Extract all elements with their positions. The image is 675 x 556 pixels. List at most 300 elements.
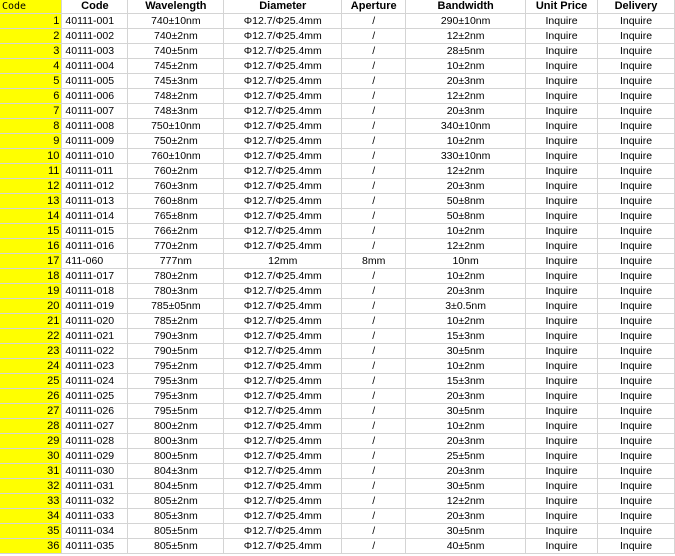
- cell-unit-price[interactable]: Inquire: [526, 209, 598, 224]
- row-index[interactable]: 24: [0, 359, 62, 374]
- cell-bandwidth[interactable]: 330±10nm: [406, 149, 526, 164]
- cell-unit-price[interactable]: Inquire: [526, 404, 598, 419]
- row-index[interactable]: 31: [0, 464, 62, 479]
- cell-unit-price[interactable]: Inquire: [526, 239, 598, 254]
- cell-aperture[interactable]: /: [342, 479, 406, 494]
- cell-bandwidth[interactable]: 30±5nm: [406, 404, 526, 419]
- row-index[interactable]: 14: [0, 209, 62, 224]
- cell-wavelength[interactable]: 760±8nm: [128, 194, 224, 209]
- cell-wavelength[interactable]: 795±3nm: [128, 374, 224, 389]
- cell-wavelength[interactable]: 750±10nm: [128, 119, 224, 134]
- cell-code[interactable]: 40111-006: [62, 89, 128, 104]
- header-code[interactable]: Code: [62, 0, 128, 14]
- cell-wavelength[interactable]: 780±2nm: [128, 269, 224, 284]
- cell-diameter[interactable]: Φ12.7/Φ25.4mm: [224, 104, 342, 119]
- cell-unit-price[interactable]: Inquire: [526, 44, 598, 59]
- cell-delivery[interactable]: Inquire: [598, 509, 675, 524]
- cell-delivery[interactable]: Inquire: [598, 254, 675, 269]
- row-index[interactable]: 27: [0, 404, 62, 419]
- cell-wavelength[interactable]: 770±2nm: [128, 239, 224, 254]
- table-row: [0, 59, 675, 74]
- row-index[interactable]: 33: [0, 494, 62, 509]
- cell-bandwidth[interactable]: 10±2nm: [406, 59, 526, 74]
- row-index[interactable]: 22: [0, 329, 62, 344]
- cell-code[interactable]: 40111-011: [62, 164, 128, 179]
- cell-aperture[interactable]: /: [342, 524, 406, 539]
- cell-bandwidth[interactable]: 20±3nm: [406, 464, 526, 479]
- cell-aperture[interactable]: /: [342, 539, 406, 554]
- cell-wavelength[interactable]: 804±5nm: [128, 479, 224, 494]
- cell-unit-price[interactable]: Inquire: [526, 59, 598, 74]
- row-index[interactable]: 10: [0, 149, 62, 164]
- cell-delivery[interactable]: Inquire: [598, 359, 675, 374]
- cell-aperture[interactable]: /: [342, 269, 406, 284]
- cell-code[interactable]: 40111-002: [62, 29, 128, 44]
- cell-bandwidth[interactable]: 10±2nm: [406, 359, 526, 374]
- cell-unit-price[interactable]: Inquire: [526, 539, 598, 554]
- cell-code[interactable]: 40111-021: [62, 329, 128, 344]
- cell-delivery[interactable]: Inquire: [598, 44, 675, 59]
- cell-code[interactable]: 40111-009: [62, 134, 128, 149]
- row-index[interactable]: 28: [0, 419, 62, 434]
- cell-delivery[interactable]: Inquire: [598, 179, 675, 194]
- row-index[interactable]: 32: [0, 479, 62, 494]
- row-index[interactable]: 19: [0, 284, 62, 299]
- cell-diameter[interactable]: Φ12.7/Φ25.4mm: [224, 194, 342, 209]
- cell-wavelength[interactable]: 748±3nm: [128, 104, 224, 119]
- cell-unit-price[interactable]: Inquire: [526, 29, 598, 44]
- cell-aperture[interactable]: /: [342, 284, 406, 299]
- cell-code[interactable]: 40111-025: [62, 389, 128, 404]
- cell-code[interactable]: 40111-023: [62, 359, 128, 374]
- cell-unit-price[interactable]: Inquire: [526, 434, 598, 449]
- header-delivery[interactable]: Delivery: [598, 0, 675, 14]
- cell-bandwidth[interactable]: 12±2nm: [406, 89, 526, 104]
- cell-bandwidth[interactable]: 15±3nm: [406, 374, 526, 389]
- cell-diameter[interactable]: Φ12.7/Φ25.4mm: [224, 209, 342, 224]
- row-index[interactable]: 9: [0, 134, 62, 149]
- row-index[interactable]: 18: [0, 269, 62, 284]
- cell-aperture[interactable]: /: [342, 494, 406, 509]
- cell-aperture[interactable]: /: [342, 89, 406, 104]
- cell-diameter[interactable]: Φ12.7/Φ25.4mm: [224, 314, 342, 329]
- cell-delivery[interactable]: Inquire: [598, 329, 675, 344]
- row-index[interactable]: 5: [0, 74, 62, 89]
- row-index[interactable]: 12: [0, 179, 62, 194]
- cell-bandwidth[interactable]: 12±2nm: [406, 239, 526, 254]
- cell-wavelength[interactable]: 785±05nm: [128, 299, 224, 314]
- cell-delivery[interactable]: Inquire: [598, 524, 675, 539]
- row-index[interactable]: 8: [0, 119, 62, 134]
- cell-aperture[interactable]: /: [342, 104, 406, 119]
- table-row: [0, 74, 675, 89]
- cell-bandwidth[interactable]: 340±10nm: [406, 119, 526, 134]
- cell-bandwidth[interactable]: 20±3nm: [406, 509, 526, 524]
- cell-delivery[interactable]: Inquire: [598, 59, 675, 74]
- cell-aperture[interactable]: /: [342, 14, 406, 29]
- cell-unit-price[interactable]: Inquire: [526, 89, 598, 104]
- row-index[interactable]: 23: [0, 344, 62, 359]
- cell-aperture[interactable]: /: [342, 224, 406, 239]
- cell-wavelength[interactable]: 805±5nm: [128, 524, 224, 539]
- cell-aperture[interactable]: /: [342, 59, 406, 74]
- cell-bandwidth[interactable]: 10±2nm: [406, 269, 526, 284]
- header-bandwidth[interactable]: Bandwidth: [406, 0, 526, 14]
- cell-diameter[interactable]: 12mm: [224, 254, 342, 269]
- cell-unit-price[interactable]: Inquire: [526, 449, 598, 464]
- cell-delivery[interactable]: Inquire: [598, 389, 675, 404]
- cell-delivery[interactable]: Inquire: [598, 449, 675, 464]
- cell-diameter[interactable]: Φ12.7/Φ25.4mm: [224, 239, 342, 254]
- row-index[interactable]: 2: [0, 29, 62, 44]
- row-index[interactable]: 25: [0, 374, 62, 389]
- cell-code[interactable]: 40111-022: [62, 344, 128, 359]
- cell-bandwidth[interactable]: 20±3nm: [406, 179, 526, 194]
- cell-unit-price[interactable]: Inquire: [526, 224, 598, 239]
- cell-delivery[interactable]: Inquire: [598, 479, 675, 494]
- cell-wavelength[interactable]: 790±3nm: [128, 329, 224, 344]
- cell-diameter[interactable]: Φ12.7/Φ25.4mm: [224, 359, 342, 374]
- cell-wavelength[interactable]: 800±2nm: [128, 419, 224, 434]
- header-wavelength[interactable]: Wavelength: [128, 0, 224, 14]
- cell-wavelength[interactable]: 745±2nm: [128, 59, 224, 74]
- cell-bandwidth[interactable]: 3±0.5nm: [406, 299, 526, 314]
- cell-diameter[interactable]: Φ12.7/Φ25.4mm: [224, 59, 342, 74]
- cell-unit-price[interactable]: Inquire: [526, 74, 598, 89]
- cell-diameter[interactable]: Φ12.7/Φ25.4mm: [224, 494, 342, 509]
- cell-wavelength[interactable]: 740±5nm: [128, 44, 224, 59]
- cell-bandwidth[interactable]: 10±2nm: [406, 134, 526, 149]
- cell-diameter[interactable]: Φ12.7/Φ25.4mm: [224, 89, 342, 104]
- cell-unit-price[interactable]: Inquire: [526, 464, 598, 479]
- cell-aperture[interactable]: /: [342, 179, 406, 194]
- cell-delivery[interactable]: Inquire: [598, 494, 675, 509]
- cell-delivery[interactable]: Inquire: [598, 224, 675, 239]
- cell-aperture[interactable]: /: [342, 509, 406, 524]
- cell-aperture[interactable]: /: [342, 359, 406, 374]
- row-index[interactable]: 16: [0, 239, 62, 254]
- cell-aperture[interactable]: /: [342, 29, 406, 44]
- cell-wavelength[interactable]: 740±2nm: [128, 29, 224, 44]
- row-index[interactable]: 26: [0, 389, 62, 404]
- cell-aperture[interactable]: /: [342, 404, 406, 419]
- cell-unit-price[interactable]: Inquire: [526, 494, 598, 509]
- cell-delivery[interactable]: Inquire: [598, 239, 675, 254]
- cell-unit-price[interactable]: Inquire: [526, 119, 598, 134]
- cell-wavelength[interactable]: 760±10nm: [128, 149, 224, 164]
- row-index[interactable]: 15: [0, 224, 62, 239]
- cell-unit-price[interactable]: Inquire: [526, 524, 598, 539]
- cell-wavelength[interactable]: 800±5nm: [128, 449, 224, 464]
- cell-code[interactable]: 40111-027: [62, 419, 128, 434]
- cell-diameter[interactable]: Φ12.7/Φ25.4mm: [224, 389, 342, 404]
- cell-wavelength[interactable]: 766±2nm: [128, 224, 224, 239]
- cell-wavelength[interactable]: 760±3nm: [128, 179, 224, 194]
- cell-delivery[interactable]: Inquire: [598, 539, 675, 554]
- cell-delivery[interactable]: Inquire: [598, 164, 675, 179]
- row-index[interactable]: 21: [0, 314, 62, 329]
- cell-code[interactable]: 40111-010: [62, 149, 128, 164]
- cell-bandwidth[interactable]: 10±2nm: [406, 419, 526, 434]
- cell-wavelength[interactable]: 777nm: [128, 254, 224, 269]
- cell-code[interactable]: 40111-024: [62, 374, 128, 389]
- row-index[interactable]: 7: [0, 104, 62, 119]
- cell-delivery[interactable]: Inquire: [598, 89, 675, 104]
- cell-delivery[interactable]: Inquire: [598, 209, 675, 224]
- cell-delivery[interactable]: Inquire: [598, 344, 675, 359]
- cell-unit-price[interactable]: Inquire: [526, 299, 598, 314]
- cell-bandwidth[interactable]: 290±10nm: [406, 14, 526, 29]
- cell-unit-price[interactable]: Inquire: [526, 269, 598, 284]
- cell-code[interactable]: 40111-018: [62, 284, 128, 299]
- cell-delivery[interactable]: Inquire: [598, 434, 675, 449]
- cell-aperture[interactable]: /: [342, 464, 406, 479]
- cell-wavelength[interactable]: 790±5nm: [128, 344, 224, 359]
- cell-code[interactable]: 40111-030: [62, 464, 128, 479]
- cell-code[interactable]: 40111-013: [62, 194, 128, 209]
- cell-delivery[interactable]: Inquire: [598, 119, 675, 134]
- cell-unit-price[interactable]: Inquire: [526, 314, 598, 329]
- cell-diameter[interactable]: Φ12.7/Φ25.4mm: [224, 374, 342, 389]
- cell-code[interactable]: 40111-026: [62, 404, 128, 419]
- cell-wavelength[interactable]: 780±3nm: [128, 284, 224, 299]
- cell-unit-price[interactable]: Inquire: [526, 329, 598, 344]
- row-index[interactable]: 34: [0, 509, 62, 524]
- cell-delivery[interactable]: Inquire: [598, 194, 675, 209]
- cell-bandwidth[interactable]: 10nm: [406, 254, 526, 269]
- cell-diameter[interactable]: Φ12.7/Φ25.4mm: [224, 329, 342, 344]
- cell-aperture[interactable]: /: [342, 194, 406, 209]
- cell-code[interactable]: 40111-028: [62, 434, 128, 449]
- cell-diameter[interactable]: Φ12.7/Φ25.4mm: [224, 119, 342, 134]
- cell-diameter[interactable]: Φ12.7/Φ25.4mm: [224, 344, 342, 359]
- cell-bandwidth[interactable]: 20±3nm: [406, 389, 526, 404]
- cell-code[interactable]: 40111-031: [62, 479, 128, 494]
- cell-unit-price[interactable]: Inquire: [526, 179, 598, 194]
- cell-wavelength[interactable]: 795±5nm: [128, 404, 224, 419]
- row-index[interactable]: 11: [0, 164, 62, 179]
- cell-bandwidth[interactable]: 10±2nm: [406, 224, 526, 239]
- cell-bandwidth[interactable]: 12±2nm: [406, 29, 526, 44]
- cell-aperture[interactable]: /: [342, 374, 406, 389]
- cell-unit-price[interactable]: Inquire: [526, 14, 598, 29]
- cell-code[interactable]: 40111-003: [62, 44, 128, 59]
- cell-code[interactable]: 40111-020: [62, 314, 128, 329]
- cell-code[interactable]: 40111-004: [62, 59, 128, 74]
- cell-wavelength[interactable]: 740±10nm: [128, 14, 224, 29]
- row-index[interactable]: 4: [0, 59, 62, 74]
- cell-bandwidth[interactable]: 30±5nm: [406, 344, 526, 359]
- cell-diameter[interactable]: Φ12.7/Φ25.4mm: [224, 509, 342, 524]
- table-row: [0, 419, 675, 434]
- row-index[interactable]: 20: [0, 299, 62, 314]
- cell-aperture[interactable]: /: [342, 149, 406, 164]
- cell-unit-price[interactable]: Inquire: [526, 284, 598, 299]
- cell-code[interactable]: 40111-019: [62, 299, 128, 314]
- cell-delivery[interactable]: Inquire: [598, 299, 675, 314]
- cell-unit-price[interactable]: Inquire: [526, 254, 598, 269]
- cell-diameter[interactable]: Φ12.7/Φ25.4mm: [224, 434, 342, 449]
- cell-diameter[interactable]: Φ12.7/Φ25.4mm: [224, 449, 342, 464]
- cell-aperture[interactable]: /: [342, 209, 406, 224]
- cell-code[interactable]: 40111-014: [62, 209, 128, 224]
- row-index[interactable]: 29: [0, 434, 62, 449]
- cell-aperture[interactable]: /: [342, 389, 406, 404]
- cell-delivery[interactable]: Inquire: [598, 74, 675, 89]
- cell-unit-price[interactable]: Inquire: [526, 419, 598, 434]
- cell-bandwidth[interactable]: 12±2nm: [406, 164, 526, 179]
- cell-aperture[interactable]: /: [342, 164, 406, 179]
- cell-code[interactable]: 40111-012: [62, 179, 128, 194]
- cell-wavelength[interactable]: 745±3nm: [128, 74, 224, 89]
- row-index[interactable]: 1: [0, 14, 62, 29]
- cell-wavelength[interactable]: 750±2nm: [128, 134, 224, 149]
- cell-unit-price[interactable]: Inquire: [526, 104, 598, 119]
- cell-wavelength[interactable]: 795±2nm: [128, 359, 224, 374]
- cell-wavelength[interactable]: 748±2nm: [128, 89, 224, 104]
- cell-wavelength[interactable]: 760±2nm: [128, 164, 224, 179]
- cell-diameter[interactable]: Φ12.7/Φ25.4mm: [224, 224, 342, 239]
- cell-code[interactable]: 40111-029: [62, 449, 128, 464]
- cell-wavelength[interactable]: 805±2nm: [128, 494, 224, 509]
- cell-diameter[interactable]: Φ12.7/Φ25.4mm: [224, 29, 342, 44]
- cell-diameter[interactable]: Φ12.7/Φ25.4mm: [224, 179, 342, 194]
- header-diameter[interactable]: Diameter: [224, 0, 342, 14]
- cell-delivery[interactable]: Inquire: [598, 269, 675, 284]
- cell-aperture[interactable]: /: [342, 449, 406, 464]
- cell-diameter[interactable]: Φ12.7/Φ25.4mm: [224, 164, 342, 179]
- cell-diameter[interactable]: Φ12.7/Φ25.4mm: [224, 404, 342, 419]
- cell-aperture[interactable]: /: [342, 434, 406, 449]
- cell-delivery[interactable]: Inquire: [598, 104, 675, 119]
- cell-code[interactable]: 40111-016: [62, 239, 128, 254]
- cell-diameter[interactable]: Φ12.7/Φ25.4mm: [224, 539, 342, 554]
- header-aperture[interactable]: Aperture: [342, 0, 406, 14]
- row-index[interactable]: 30: [0, 449, 62, 464]
- cell-aperture[interactable]: /: [342, 299, 406, 314]
- cell-delivery[interactable]: Inquire: [598, 374, 675, 389]
- cell-delivery[interactable]: Inquire: [598, 29, 675, 44]
- cell-diameter[interactable]: Φ12.7/Φ25.4mm: [224, 299, 342, 314]
- cell-aperture[interactable]: /: [342, 344, 406, 359]
- cell-code[interactable]: 40111-015: [62, 224, 128, 239]
- cell-bandwidth[interactable]: 10±2nm: [406, 314, 526, 329]
- header-unit-price[interactable]: Unit Price: [526, 0, 598, 14]
- cell-wavelength[interactable]: 805±5nm: [128, 539, 224, 554]
- cell-bandwidth[interactable]: 50±8nm: [406, 194, 526, 209]
- cell-diameter[interactable]: Φ12.7/Φ25.4mm: [224, 14, 342, 29]
- cell-diameter[interactable]: Φ12.7/Φ25.4mm: [224, 284, 342, 299]
- cell-delivery[interactable]: Inquire: [598, 134, 675, 149]
- cell-bandwidth[interactable]: 20±3nm: [406, 434, 526, 449]
- cell-bandwidth[interactable]: 15±3nm: [406, 329, 526, 344]
- row-index[interactable]: 13: [0, 194, 62, 209]
- cell-delivery[interactable]: Inquire: [598, 404, 675, 419]
- cell-bandwidth[interactable]: 28±5nm: [406, 44, 526, 59]
- cell-delivery[interactable]: Inquire: [598, 284, 675, 299]
- cell-diameter[interactable]: Φ12.7/Φ25.4mm: [224, 74, 342, 89]
- cell-aperture[interactable]: /: [342, 44, 406, 59]
- cell-unit-price[interactable]: Inquire: [526, 134, 598, 149]
- cell-diameter[interactable]: Φ12.7/Φ25.4mm: [224, 419, 342, 434]
- cell-code[interactable]: 40111-008: [62, 119, 128, 134]
- cell-diameter[interactable]: Φ12.7/Φ25.4mm: [224, 479, 342, 494]
- cell-unit-price[interactable]: Inquire: [526, 509, 598, 524]
- cell-code[interactable]: 40111-032: [62, 494, 128, 509]
- cell-code[interactable]: 40111-007: [62, 104, 128, 119]
- cell-aperture[interactable]: /: [342, 329, 406, 344]
- cell-unit-price[interactable]: Inquire: [526, 149, 598, 164]
- cell-bandwidth[interactable]: 20±3nm: [406, 284, 526, 299]
- cell-delivery[interactable]: Inquire: [598, 314, 675, 329]
- cell-diameter[interactable]: Φ12.7/Φ25.4mm: [224, 524, 342, 539]
- cell-diameter[interactable]: Φ12.7/Φ25.4mm: [224, 44, 342, 59]
- cell-code[interactable]: 40111-001: [62, 14, 128, 29]
- cell-bandwidth[interactable]: 20±3nm: [406, 104, 526, 119]
- cell-code[interactable]: 40111-034: [62, 524, 128, 539]
- cell-delivery[interactable]: Inquire: [598, 464, 675, 479]
- cell-wavelength[interactable]: 804±3nm: [128, 464, 224, 479]
- cell-bandwidth[interactable]: 20±3nm: [406, 74, 526, 89]
- cell-aperture[interactable]: /: [342, 134, 406, 149]
- header-index[interactable]: Code: [0, 0, 62, 14]
- cell-wavelength[interactable]: 765±8nm: [128, 209, 224, 224]
- cell-code[interactable]: 40111-017: [62, 269, 128, 284]
- cell-unit-price[interactable]: Inquire: [526, 164, 598, 179]
- cell-unit-price[interactable]: Inquire: [526, 479, 598, 494]
- cell-diameter[interactable]: Φ12.7/Φ25.4mm: [224, 134, 342, 149]
- cell-aperture[interactable]: /: [342, 74, 406, 89]
- cell-diameter[interactable]: Φ12.7/Φ25.4mm: [224, 149, 342, 164]
- row-index[interactable]: 35: [0, 524, 62, 539]
- cell-bandwidth[interactable]: 25±5nm: [406, 449, 526, 464]
- cell-diameter[interactable]: Φ12.7/Φ25.4mm: [224, 269, 342, 284]
- cell-unit-price[interactable]: Inquire: [526, 194, 598, 209]
- cell-unit-price[interactable]: Inquire: [526, 359, 598, 374]
- row-index[interactable]: 3: [0, 44, 62, 59]
- cell-code[interactable]: 40111-005: [62, 74, 128, 89]
- cell-unit-price[interactable]: Inquire: [526, 374, 598, 389]
- cell-aperture[interactable]: /: [342, 314, 406, 329]
- cell-wavelength[interactable]: 785±2nm: [128, 314, 224, 329]
- cell-aperture[interactable]: 8mm: [342, 254, 406, 269]
- cell-bandwidth[interactable]: 50±8nm: [406, 209, 526, 224]
- cell-diameter[interactable]: Φ12.7/Φ25.4mm: [224, 464, 342, 479]
- cell-unit-price[interactable]: Inquire: [526, 389, 598, 404]
- row-index[interactable]: 6: [0, 89, 62, 104]
- row-index[interactable]: 17: [0, 254, 62, 269]
- cell-unit-price[interactable]: Inquire: [526, 344, 598, 359]
- cell-aperture[interactable]: /: [342, 419, 406, 434]
- cell-delivery[interactable]: Inquire: [598, 14, 675, 29]
- cell-aperture[interactable]: /: [342, 119, 406, 134]
- cell-code[interactable]: 411-060: [62, 254, 128, 269]
- cell-code[interactable]: 40111-035: [62, 539, 128, 554]
- cell-bandwidth[interactable]: 30±5nm: [406, 479, 526, 494]
- cell-code[interactable]: 40111-033: [62, 509, 128, 524]
- cell-wavelength[interactable]: 800±3nm: [128, 434, 224, 449]
- cell-aperture[interactable]: /: [342, 239, 406, 254]
- cell-delivery[interactable]: Inquire: [598, 149, 675, 164]
- cell-bandwidth[interactable]: 12±2nm: [406, 494, 526, 509]
- cell-wavelength[interactable]: 795±3nm: [128, 389, 224, 404]
- cell-bandwidth[interactable]: 40±5nm: [406, 539, 526, 554]
- cell-bandwidth[interactable]: 30±5nm: [406, 524, 526, 539]
- cell-wavelength[interactable]: 805±3nm: [128, 509, 224, 524]
- row-index[interactable]: 36: [0, 539, 62, 554]
- table-row: [0, 284, 675, 299]
- cell-delivery[interactable]: Inquire: [598, 419, 675, 434]
